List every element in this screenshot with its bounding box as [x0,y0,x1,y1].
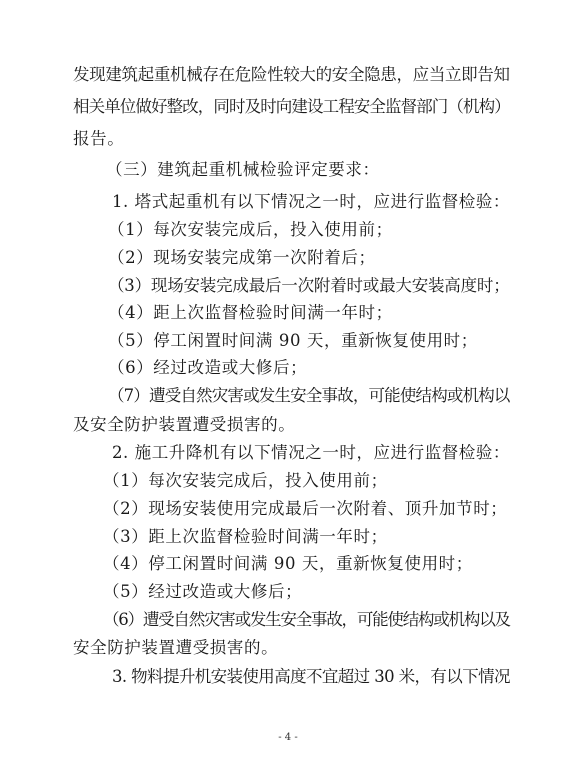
body-text-line: 报告。 [73,129,125,148]
subsection-heading: 2. 施工升降机有以下情况之一时，应进行监督检验： [112,443,510,462]
list-item: （5）停工闲置时间满 90 天，重新恢复使用时； [108,331,478,350]
list-item: （3）距上次监督检验时间满一年时； [103,527,388,546]
list-item: （6）遭受自然灾害或发生安全事故，可能使结构或机构以及 [103,610,510,629]
list-item-continuation: 安全防护装置遭受损害的。 [73,638,279,657]
subsection-heading: 3. 物料提升机安装使用高度不宜超过 30 米，有以下情况 [112,667,510,686]
body-text-line: 相关单位做好整改，同时及时向建设工程安全监督部门（机构） [73,97,510,116]
list-item: （1）每次安装完成后，投入使用前； [103,471,388,490]
list-item: （2）现场安装使用完成最后一次附着、顶升加节时； [103,499,508,518]
subsection-heading: 1. 塔式起重机有以下情况之一时，应进行监督检验： [112,192,510,211]
list-item: （1）每次安装完成后，投入使用前； [108,220,393,239]
section-heading: （三）建筑起重机械检验评定要求： [106,160,380,179]
list-item-continuation: 及安全防护装置遭受损害的。 [73,415,296,434]
page-number: - 4 - [278,732,298,743]
list-item: （4）距上次监督检验时间满一年时； [108,303,393,322]
list-item: （6）经过改造或大修后； [108,358,308,377]
list-item: （7）遭受自然灾害或发生安全事故，可能使结构或机构以 [108,386,510,405]
list-item: （4）停工闲置时间满 90 天，重新恢复使用时； [103,554,473,573]
list-item: （3）现场安装完成最后一次附着时或最大安装高度时； [108,276,510,295]
list-item: （5）经过改造或大修后； [103,582,303,601]
list-item: （2）现场安装完成第一次附着后； [108,248,376,267]
body-text-line: 发现建筑起重机械存在危险性较大的安全隐患，应当立即告知 [73,65,510,84]
